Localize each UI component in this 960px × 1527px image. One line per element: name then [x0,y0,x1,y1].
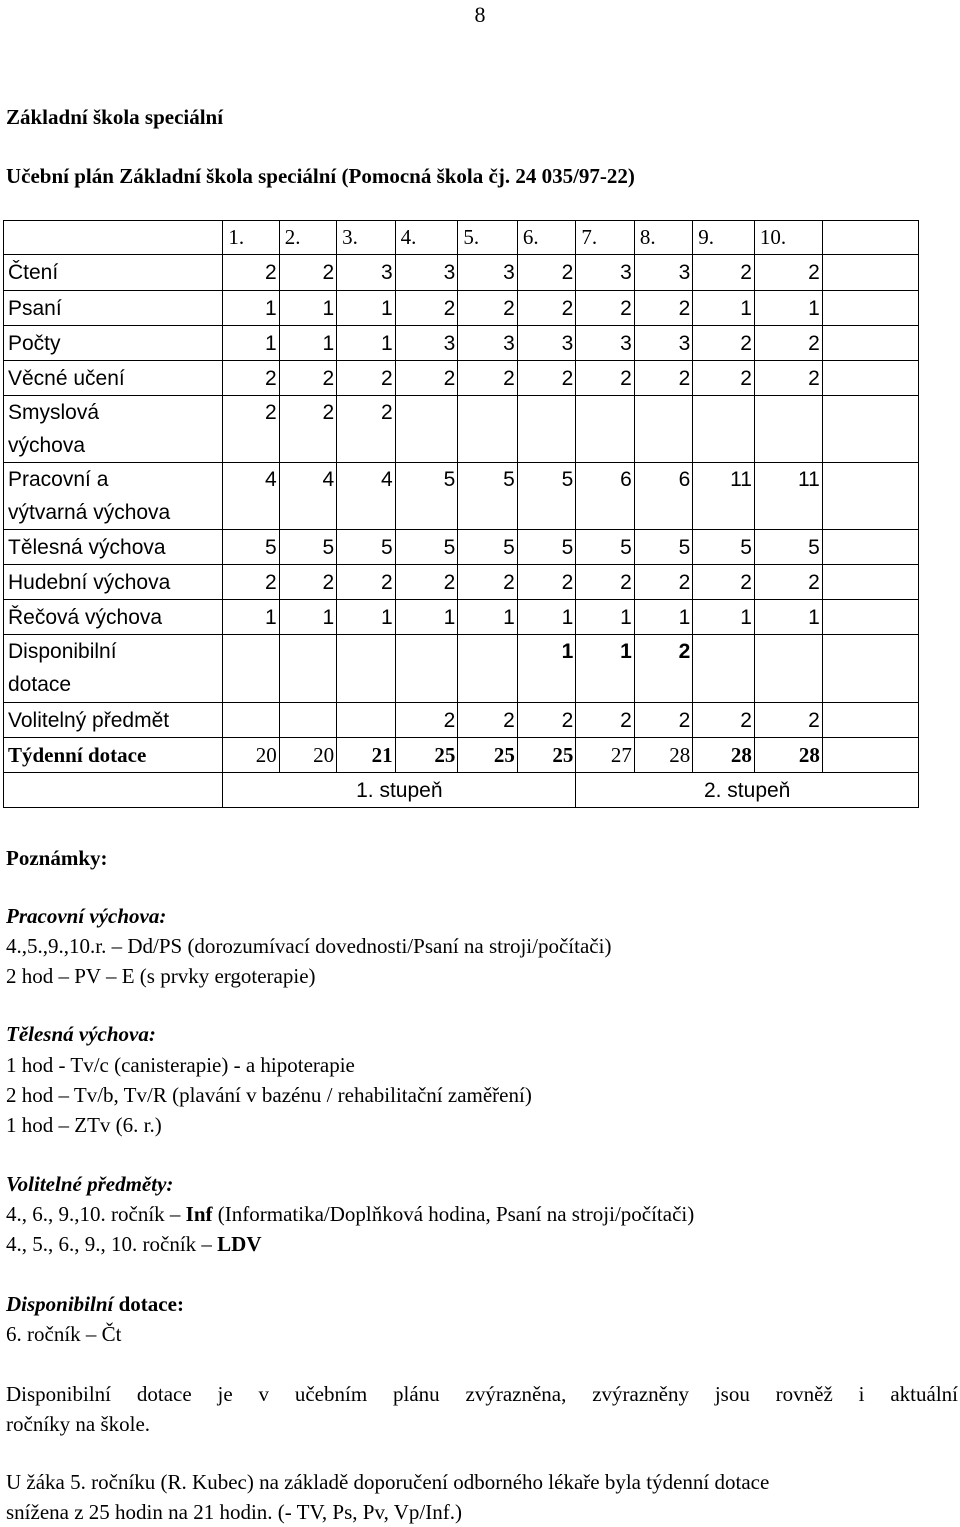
row-label-line: výchova [8,434,86,457]
paragraph-line: Disponibilní dotace je v učebním plánu zvýrazněna, zvýrazněny jsou rovněž i aktuální [6,1382,958,1406]
value-cell: 2 [517,291,575,326]
value-cell [337,635,395,703]
value-cell: 5 [395,463,458,530]
value-cell: 5 [693,530,755,565]
row-label-line: Disponibilní [8,640,117,663]
value-cell: 2 [517,361,575,396]
value-cell: 2 [458,565,518,600]
value-cell: 3 [395,326,458,361]
table-empty-cell [822,600,918,635]
value-cell: 2 [279,396,336,463]
value-cell: 2 [693,565,755,600]
value-cell: 2 [517,565,575,600]
value-cell: 1 [576,635,634,703]
table-empty-cell [822,396,918,463]
table-empty-cell [822,361,918,396]
value-cell: 2 [634,635,692,703]
value-cell: 2 [223,255,279,291]
tv-note-line: 2 hod – Tv/b, Tv/R (plavání v bazénu / rehabilitační zaměření) [6,1083,532,1107]
value-cell: 5 [395,530,458,565]
table-empty-cell [822,255,918,291]
row-label-line: Smyslová [8,401,100,424]
value-cell: 3 [634,326,692,361]
value-cell: 1 [576,600,634,635]
stage-2-cell: 2. stupeň [576,773,919,808]
paragraph-line: U žáka 5. ročníku (R. Kubec) na základě doporučení odborného lékaře byla týdenní dotace [6,1470,770,1494]
value-cell: 20 [279,738,336,773]
value-cell: 11 [754,463,822,530]
value-cell: 2 [517,255,575,291]
value-cell [279,635,336,703]
value-cell: 21 [337,738,395,773]
row-label-cell [4,703,223,738]
value-cell: 2 [634,361,692,396]
value-cell: 1 [223,600,279,635]
curriculum-table [3,220,919,808]
value-cell [279,703,336,738]
row-label: Psaní [8,296,62,320]
value-cell: 28 [634,738,692,773]
value-cell: 1 [517,635,575,703]
value-cell: 2 [754,255,822,291]
value-cell: 1 [337,600,395,635]
table-empty-cell [822,635,918,703]
stage-row [4,773,919,808]
value-cell [576,396,634,463]
value-cell [395,396,458,463]
tv-note-line: 1 hod - Tv/c (canisterapie) - a hipoterapie [6,1053,355,1077]
table-empty-cell [822,463,918,530]
value-cell: 3 [458,255,518,291]
vp-notes-title: Volitelné předměty: [6,1172,174,1196]
value-cell: 2 [395,291,458,326]
value-cell: 1 [754,291,822,326]
grade-header-cell: 6. [517,221,575,255]
value-cell: 2 [693,703,755,738]
value-cell: 1 [395,600,458,635]
value-cell [223,635,279,703]
pv-note-line: 4.,5.,9.,10.r. – Dd/PS (dorozumívací dovednosti/Psaní na stroji/počítači) [6,934,612,958]
value-cell: 2 [754,326,822,361]
value-cell: 2 [754,703,822,738]
table-empty-cell [4,773,223,808]
pv-notes-title: Pracovní výchova: [6,904,167,928]
value-cell [693,635,755,703]
value-cell: 4 [223,463,279,530]
value-cell: 2 [279,361,336,396]
value-cell: 2 [395,565,458,600]
pv-note-line: 2 hod – PV – E (s prvky ergoterapie) [6,964,316,988]
document-subheading: Učební plán Základní škola speciální (Pomocná škola čj. 24 035/97-22) [6,164,635,188]
value-cell [754,396,822,463]
value-cell: 1 [279,326,336,361]
value-cell: 2 [754,565,822,600]
table-corner-cell [4,221,223,255]
grade-header-cell: 8. [634,221,692,255]
value-cell: 1 [279,291,336,326]
value-cell: 2 [337,565,395,600]
value-cell: 5 [517,463,575,530]
row-label: Počty [8,331,61,355]
stage-1-cell: 1. stupeň [223,773,576,808]
value-cell: 28 [693,738,755,773]
value-cell [458,396,518,463]
value-cell: 28 [754,738,822,773]
document-heading: Základní škola speciální [6,105,224,129]
value-cell: 2 [458,703,518,738]
value-cell: 6 [576,463,634,530]
row-label-line: výtvarná výchova [8,501,171,524]
paragraph-line: snížena z 25 hodin na 21 hodin. (- TV, Ps, Pv, Vp/Inf.) [6,1500,462,1524]
value-cell [754,635,822,703]
notes-title: Poznámky: [6,846,108,870]
grade-header-cell: 7. [576,221,634,255]
value-cell: 6 [634,463,692,530]
table-empty-cell [822,703,918,738]
value-cell: 5 [576,530,634,565]
table-row [4,255,919,291]
table-empty-cell [822,565,918,600]
value-cell [634,396,692,463]
value-cell: 2 [395,703,458,738]
table-row [4,600,919,635]
value-cell: 2 [634,703,692,738]
value-cell: 5 [337,530,395,565]
value-cell: 2 [576,565,634,600]
value-cell: 25 [458,738,518,773]
row-label: Tělesná výchova [8,535,166,559]
value-cell: 4 [279,463,336,530]
value-cell: 2 [754,361,822,396]
dd-note-line: 6. ročník – Čt [6,1322,122,1346]
value-cell: 2 [693,326,755,361]
value-cell: 2 [576,361,634,396]
row-label-cell [4,738,223,773]
grade-header-cell: 4. [395,221,458,255]
table-row [4,635,919,703]
value-cell [337,703,395,738]
table-header-row [4,221,919,255]
vp-note-line: 4., 6., 9.,10. ročník – Inf (Informatika/Doplňková hodina, Psaní na stroji/počítači) [6,1202,695,1226]
value-cell [693,396,755,463]
table-row [4,326,919,361]
value-cell: 3 [517,326,575,361]
value-cell: 2 [279,565,336,600]
value-cell: 2 [223,565,279,600]
value-cell: 2 [337,361,395,396]
value-cell: 2 [576,291,634,326]
value-cell: 4 [337,463,395,530]
row-label-cell [4,530,223,565]
value-cell: 2 [279,255,336,291]
value-cell: 2 [634,565,692,600]
grade-header-cell: 9. [693,221,755,255]
value-cell [395,635,458,703]
paragraph-line: ročníky na škole. [6,1412,151,1436]
row-label: Týdenní dotace [8,742,147,767]
table-empty-cell [822,326,918,361]
row-label-line: Pracovní a [8,468,109,491]
value-cell [458,635,518,703]
table-row [4,361,919,396]
row-label-line: dotace [8,673,72,696]
row-label-cell [4,600,223,635]
table-row [4,738,919,773]
table-row [4,565,919,600]
value-cell: 1 [337,326,395,361]
value-cell: 2 [458,291,518,326]
value-cell: 1 [279,600,336,635]
value-cell: 1 [693,291,755,326]
grade-header-cell: 1. [223,221,279,255]
value-cell: 2 [223,396,279,463]
value-cell: 5 [458,463,518,530]
value-cell: 2 [693,361,755,396]
value-cell: 5 [458,530,518,565]
value-cell: 27 [576,738,634,773]
row-label: Věcné učení [8,366,125,390]
table-row [4,530,919,565]
value-cell: 1 [223,291,279,326]
value-cell: 1 [754,600,822,635]
grade-header-cell: 2. [279,221,336,255]
row-label-cell [4,463,223,530]
value-cell: 3 [458,326,518,361]
table-row [4,291,919,326]
value-cell: 1 [337,291,395,326]
row-label-cell [4,326,223,361]
row-label-cell [4,291,223,326]
row-label-cell [4,255,223,291]
tv-notes-title: Tělesná výchova: [6,1022,156,1046]
table-row [4,703,919,738]
table-empty-cell [822,291,918,326]
value-cell: 1 [693,600,755,635]
value-cell: 5 [634,530,692,565]
row-label: Volitelný předmět [8,708,170,732]
value-cell [517,396,575,463]
table-row [4,463,919,530]
value-cell: 3 [395,255,458,291]
row-label-cell [4,635,223,703]
table-empty-cell [822,738,918,773]
row-label-cell [4,565,223,600]
grade-header-cell: 5. [458,221,518,255]
value-cell: 5 [279,530,336,565]
value-cell: 1 [223,326,279,361]
value-cell: 2 [576,703,634,738]
value-cell: 2 [634,291,692,326]
grade-header-cell: 3. [337,221,395,255]
value-cell: 20 [223,738,279,773]
dd-notes-title: Disponibilní dotace: [6,1292,184,1316]
value-cell: 5 [223,530,279,565]
value-cell: 1 [634,600,692,635]
table-empty-cell [822,530,918,565]
value-cell: 3 [634,255,692,291]
row-label-cell [4,361,223,396]
row-label: Čtení [8,261,59,284]
value-cell: 1 [458,600,518,635]
table-empty-cell [822,221,918,255]
grade-header-cell: 10. [754,221,822,255]
value-cell: 11 [693,463,755,530]
value-cell: 3 [576,326,634,361]
value-cell: 3 [337,255,395,291]
value-cell: 25 [395,738,458,773]
table-row [4,396,919,463]
value-cell: 3 [576,255,634,291]
value-cell: 2 [337,396,395,463]
value-cell: 2 [395,361,458,396]
value-cell: 5 [754,530,822,565]
row-label-cell [4,396,223,463]
value-cell: 2 [693,255,755,291]
value-cell: 25 [517,738,575,773]
value-cell: 2 [517,703,575,738]
value-cell: 5 [517,530,575,565]
tv-note-line: 1 hod – ZTv (6. r.) [6,1113,162,1137]
row-label: Řečová výchova [8,605,163,629]
value-cell [223,703,279,738]
page-number: 8 [474,2,486,27]
value-cell: 2 [223,361,279,396]
vp-note-line: 4., 5., 6., 9., 10. ročník – LDV [6,1232,262,1256]
row-label: Hudební výchova [8,570,171,594]
value-cell: 2 [458,361,518,396]
value-cell: 1 [517,600,575,635]
